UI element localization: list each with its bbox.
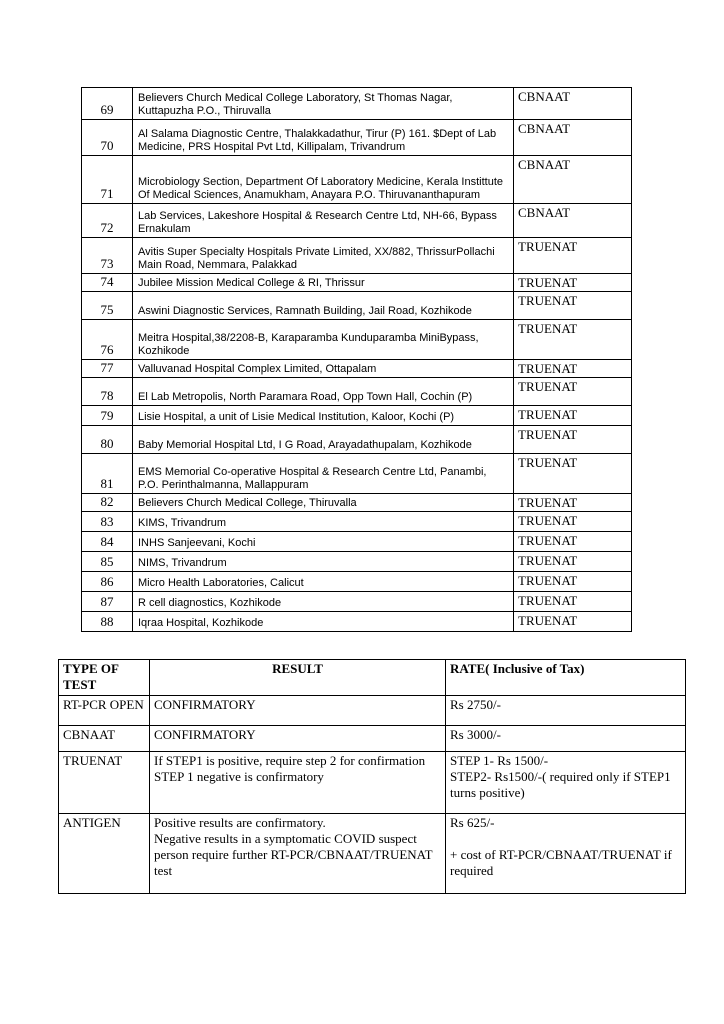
lab-name: El Lab Metropolis, North Paramara Road, Opp Town Hall, Cochin (P) xyxy=(133,378,514,406)
test-type: TRUENAT xyxy=(59,752,150,814)
lab-serial-number: 78 xyxy=(82,378,133,406)
lab-row xyxy=(82,494,632,512)
lab-name: KIMS, Trivandrum xyxy=(133,512,514,532)
lab-serial-number: 85 xyxy=(82,552,133,572)
rate-line: STEP 1- Rs 1500/- xyxy=(450,753,549,768)
lab-row xyxy=(82,406,632,426)
lab-test-type: TRUENAT xyxy=(514,360,632,378)
lab-name: Microbiology Section, Department Of Laboratory Medicine, Kerala Instittute Of Medical Sciences, Anamukham, Anayara P.O. Thiruvananthapuram xyxy=(133,156,514,204)
lab-row xyxy=(82,292,632,320)
lab-name: Lab Services, Lakeshore Hospital & Research Centre Ltd, NH-66, Bypass Ernakulam xyxy=(133,204,514,238)
lab-name: Avitis Super Specialty Hospitals Private Limited, XX/882, ThrissurPollachi Main Road, Nemmara, Palakkad xyxy=(133,238,514,274)
rate-row xyxy=(59,696,686,726)
lab-serial-number: 81 xyxy=(82,454,133,494)
rate-table-header xyxy=(59,660,686,696)
lab-serial-number: 82 xyxy=(82,494,133,512)
lab-serial-number: 79 xyxy=(82,406,133,426)
lab-name: NIMS, Trivandrum xyxy=(133,552,514,572)
lab-test-type: CBNAAT xyxy=(514,88,632,120)
lab-test-type: TRUENAT xyxy=(514,494,632,512)
lab-test-type: TRUENAT xyxy=(514,426,632,454)
header-type-of-test: TYPE OF TEST xyxy=(59,660,150,696)
lab-test-type: TRUENAT xyxy=(514,552,632,572)
lab-row xyxy=(82,592,632,612)
blank-line xyxy=(450,831,681,847)
lab-serial-number: 70 xyxy=(82,120,133,156)
rate-table-body xyxy=(59,696,686,894)
header-result: RESULT xyxy=(150,660,446,696)
lab-list-body xyxy=(82,88,632,632)
lab-test-type: CBNAAT xyxy=(514,156,632,204)
lab-test-type: TRUENAT xyxy=(514,320,632,360)
rate-line: Rs 3000/- xyxy=(450,727,501,742)
lab-serial-number: 88 xyxy=(82,612,133,632)
lab-test-type: TRUENAT xyxy=(514,592,632,612)
result-line: Negative results in a symptomatic COVID suspect person require further RT-PCR/CBNAAT/TRUENAT test xyxy=(154,831,433,878)
lab-row xyxy=(82,612,632,632)
lab-row xyxy=(82,120,632,156)
lab-test-type: TRUENAT xyxy=(514,378,632,406)
lab-test-type: CBNAAT xyxy=(514,204,632,238)
result-line: CONFIRMATORY xyxy=(154,727,256,742)
lab-row xyxy=(82,88,632,120)
test-result xyxy=(150,696,446,726)
lab-test-type: TRUENAT xyxy=(514,572,632,592)
rate-row xyxy=(59,752,686,814)
lab-row xyxy=(82,238,632,274)
lab-test-type: TRUENAT xyxy=(514,274,632,292)
lab-serial-number: 76 xyxy=(82,320,133,360)
lab-name: Meitra Hospital,38/2208-B, Karaparamba Kunduparamba MiniBypass, Kozhikode xyxy=(133,320,514,360)
lab-serial-number: 84 xyxy=(82,532,133,552)
lab-name: EMS Memorial Co-operative Hospital & Research Centre Ltd, Panambi, P.O. Perinthalmanna, Mallappuram xyxy=(133,454,514,494)
lab-serial-number: 75 xyxy=(82,292,133,320)
rate-table xyxy=(58,659,686,894)
lab-serial-number: 72 xyxy=(82,204,133,238)
test-rate xyxy=(446,752,686,814)
lab-list-table xyxy=(81,87,632,632)
lab-test-type: TRUENAT xyxy=(514,512,632,532)
lab-row xyxy=(82,572,632,592)
lab-test-type: CBNAAT xyxy=(514,120,632,156)
rate-row xyxy=(59,814,686,894)
lab-test-type: TRUENAT xyxy=(514,292,632,320)
rate-line: Rs 625/- xyxy=(450,815,495,830)
lab-row xyxy=(82,320,632,360)
lab-name: R cell diagnostics, Kozhikode xyxy=(133,592,514,612)
lab-row xyxy=(82,552,632,572)
test-rate xyxy=(446,814,686,894)
result-line: STEP 1 negative is confirmatory xyxy=(154,769,324,784)
rate-line: Rs 2750/- xyxy=(450,697,501,712)
lab-name: INHS Sanjeevani, Kochi xyxy=(133,532,514,552)
lab-name: Jubilee Mission Medical College & RI, Thrissur xyxy=(133,274,514,292)
lab-test-type: TRUENAT xyxy=(514,238,632,274)
result-line: If STEP1 is positive, require step 2 for confirmation xyxy=(154,753,426,768)
lab-test-type: TRUENAT xyxy=(514,532,632,552)
rate-line: STEP2- Rs1500/-( required only if STEP1 turns positive) xyxy=(450,769,671,800)
lab-serial-number: 83 xyxy=(82,512,133,532)
result-line: CONFIRMATORY xyxy=(154,697,256,712)
lab-name: Valluvanad Hospital Complex Limited, Ottapalam xyxy=(133,360,514,378)
lab-row xyxy=(82,204,632,238)
header-rate: RATE( Inclusive of Tax) xyxy=(446,660,686,696)
lab-row xyxy=(82,532,632,552)
lab-row xyxy=(82,512,632,532)
test-type: CBNAAT xyxy=(59,726,150,752)
test-result xyxy=(150,814,446,894)
lab-row xyxy=(82,454,632,494)
lab-test-type: TRUENAT xyxy=(514,406,632,426)
lab-name: Believers Church Medical College, Thiruvalla xyxy=(133,494,514,512)
lab-serial-number: 87 xyxy=(82,592,133,612)
lab-row xyxy=(82,360,632,378)
lab-serial-number: 86 xyxy=(82,572,133,592)
lab-test-type: TRUENAT xyxy=(514,612,632,632)
lab-name: Al Salama Diagnostic Centre, Thalakkadathur, Tirur (P) 161. $Dept of Lab Medicine, PRS Hospital Pvt Ltd, Killipalam, Trivandrum xyxy=(133,120,514,156)
lab-name: Micro Health Laboratories, Calicut xyxy=(133,572,514,592)
lab-name: Baby Memorial Hospital Ltd, I G Road, Arayadathupalam, Kozhikode xyxy=(133,426,514,454)
test-type: RT-PCR OPEN xyxy=(59,696,150,726)
lab-row xyxy=(82,156,632,204)
lab-serial-number: 77 xyxy=(82,360,133,378)
test-rate xyxy=(446,726,686,752)
lab-row xyxy=(82,274,632,292)
lab-serial-number: 71 xyxy=(82,156,133,204)
test-result xyxy=(150,752,446,814)
test-rate xyxy=(446,696,686,726)
lab-serial-number: 69 xyxy=(82,88,133,120)
lab-serial-number: 74 xyxy=(82,274,133,292)
lab-serial-number: 73 xyxy=(82,238,133,274)
test-result xyxy=(150,726,446,752)
test-type: ANTIGEN xyxy=(59,814,150,894)
lab-test-type: TRUENAT xyxy=(514,454,632,494)
lab-name: Iqraa Hospital, Kozhikode xyxy=(133,612,514,632)
lab-name: Lisie Hospital, a unit of Lisie Medical Institution, Kaloor, Kochi (P) xyxy=(133,406,514,426)
lab-row xyxy=(82,426,632,454)
result-line: Positive results are confirmatory. xyxy=(154,815,326,830)
lab-name: Believers Church Medical College Laboratory, St Thomas Nagar, Kuttapuzha P.O., Thiruvalla xyxy=(133,88,514,120)
lab-serial-number: 80 xyxy=(82,426,133,454)
rate-row xyxy=(59,726,686,752)
lab-row xyxy=(82,378,632,406)
lab-name: Aswini Diagnostic Services, Ramnath Building, Jail Road, Kozhikode xyxy=(133,292,514,320)
rate-line: + cost of RT-PCR/CBNAAT/TRUENAT if required xyxy=(450,847,672,878)
